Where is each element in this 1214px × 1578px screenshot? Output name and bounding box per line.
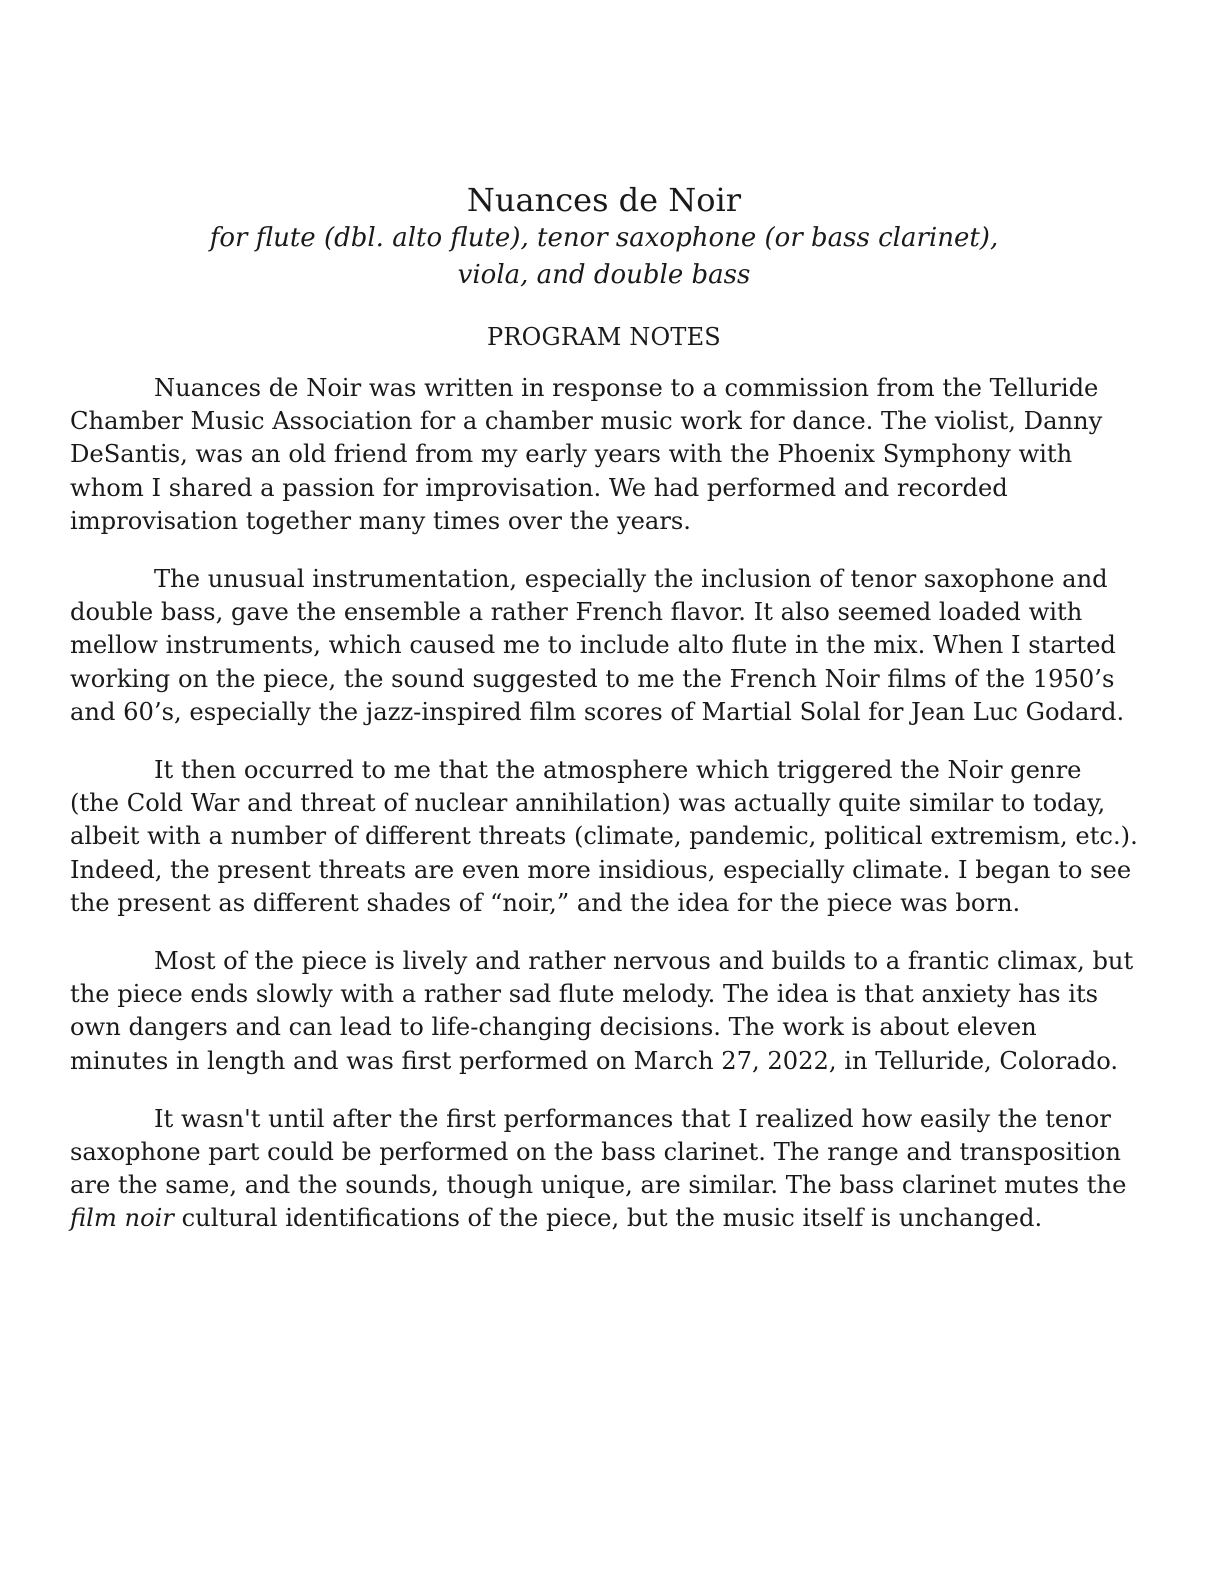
paragraph-text: It wasn't until after the first performances that I realized how easily the tenor saxophone part could be performed on the bass clarinet. The range and transposition are the same, and the sounds, though unique, are similar. The bass clarinet mutes the [70, 1104, 1127, 1200]
document-title: Nuances de Noir [466, 181, 742, 219]
paragraph-final [70, 1103, 1138, 1236]
paragraph: Nuances de Noir was written in response to a commission from the Telluride Chamber Music Association for a chamber music work for dance. The violist, Danny DeSantis, was an old friend from my early years with the Phoenix Symphony with whom I shared a passion for improvisation. We had performed and recorded improvisation together many times over the years. [70, 374, 1103, 535]
paragraph: It then occurred to me that the atmosphere which triggered the Noir genre (the Cold War and threat of nuclear annihilation) was actually quite similar to today, albeit with a number of different threats (climate, pandemic, political extremism, etc.). Indeed, the present threats are even more insidious, especially climate. I began to see the present as different shades of “noir,” and the idea for the piece was born. [70, 756, 1138, 917]
section-heading: PROGRAM NOTES [487, 323, 721, 351]
instrumentation-line-2: viola, and double bass [457, 260, 751, 290]
document-page [70, 180, 1138, 1261]
program-notes [70, 372, 1138, 1236]
italic-term: film noir [70, 1204, 174, 1233]
paragraph: Most of the piece is lively and rather nervous and builds to a frantic climax, but the piece ends slowly with a rather sad flute melody. The idea is that anxiety has its own dangers and can lead to life-changing decisions. The work is about eleven minutes in length and was first performed on March 27, 2022, in Telluride, Colorado. [70, 947, 1134, 1075]
paragraph-text: cultural identifications of the piece, but the music itself is unchanged. [173, 1204, 1043, 1233]
paragraph: The unusual instrumentation, especially the inclusion of tenor saxophone and double bass, gave the ensemble a rather French flavor. It also seemed loaded with mellow instruments, which caused me to include alto flute in the mix. When I started working on the piece, the sound suggested to me the French Noir films of the 1950’s and 60’s, especially the jazz-inspired film scores of Martial Solal for Jean Luc Godard. [70, 565, 1125, 726]
instrumentation-line-1: for flute (dbl. alto flute), tenor saxophone (or bass clarinet), [209, 223, 999, 253]
